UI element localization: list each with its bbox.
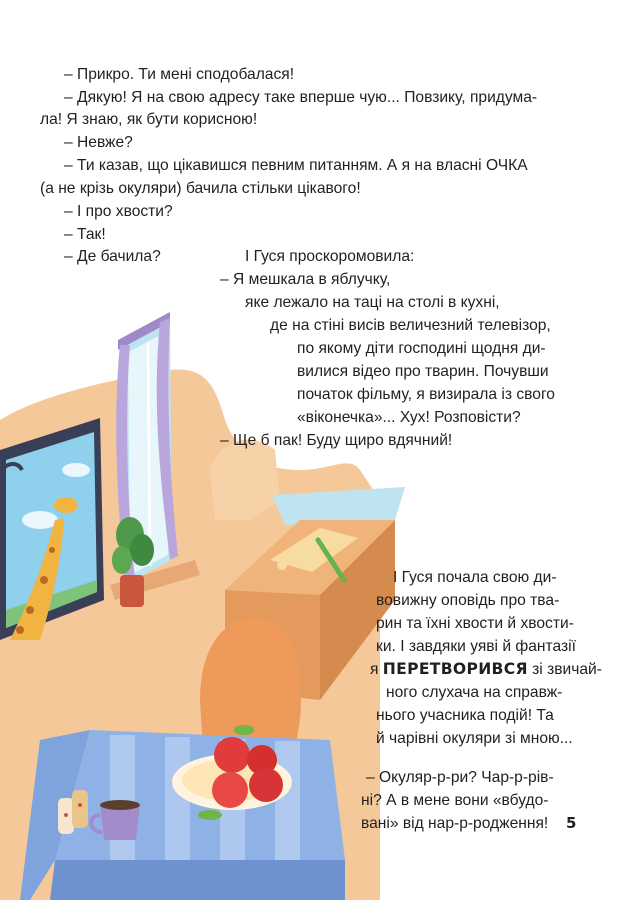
text-line: – Дякую! Я на свою адресу таке вперше чую... Повзику, придума- <box>64 89 538 106</box>
text-line: І Гуся почала свою ди- <box>393 569 557 586</box>
text-line: вовижну оповідь про тва- <box>376 592 560 609</box>
text-line: ла! Я знаю, як бути корисною! <box>40 111 258 128</box>
text-fragment: я <box>370 661 379 678</box>
text-line: – Де бачила? <box>64 248 161 265</box>
text-line: вані» від нар-р-родження! <box>361 815 549 832</box>
text-line: – І про хвости? <box>64 203 173 220</box>
text-line: вилися відео про тварин. Почувши <box>297 363 549 380</box>
text-line: – Ти казав, що цікавишся певним питанням. А я на власні ОЧКА <box>64 157 528 174</box>
text-line: – Я мешкала в яблучку, <box>220 271 391 288</box>
text-line: І Гуся проскоромовила: <box>245 248 415 265</box>
text-line: ки. І завдяки уяві й фантазії <box>376 638 576 655</box>
text-line: «віконечка»... Хух! Розповісти? <box>297 409 521 426</box>
text-line: – Ще б пак! Буду щиро вдячний! <box>220 432 453 449</box>
text-line: рин та їхні хвости й хвости- <box>376 615 574 632</box>
text-line: де на стіні висів величезний телевізор, <box>270 317 551 334</box>
emphasized-word: ПЕРЕТВОРИВСЯ <box>382 660 528 678</box>
text-line: ні? А в мене вони «вбудо- <box>361 792 549 809</box>
text-line-with-emphasis <box>370 658 602 681</box>
text-line: – Окуляр-р-ри? Чар-р-рів- <box>366 769 554 786</box>
text-line: по якому діти господині щодня ди- <box>297 340 546 357</box>
text-line: нього учасника подій! Та <box>376 707 554 724</box>
text-line: (а не крізь окуляри) бачила стільки цікавого! <box>40 180 361 197</box>
text-line: – Так! <box>64 226 106 243</box>
text-line: яке лежало на таці на столі в кухні, <box>245 294 500 311</box>
text-line: й чарівні окуляри зі мною... <box>376 730 573 747</box>
text-line: ного слухача на справж- <box>386 684 563 701</box>
text-line: початок фільму, я визирала із свого <box>297 386 555 403</box>
text-fragment: зі звичай- <box>532 661 602 678</box>
page-number: 5 <box>566 814 577 832</box>
text-line: – Прикро. Ти мені сподобалася! <box>64 66 295 83</box>
text-line: – Невже? <box>64 134 133 151</box>
